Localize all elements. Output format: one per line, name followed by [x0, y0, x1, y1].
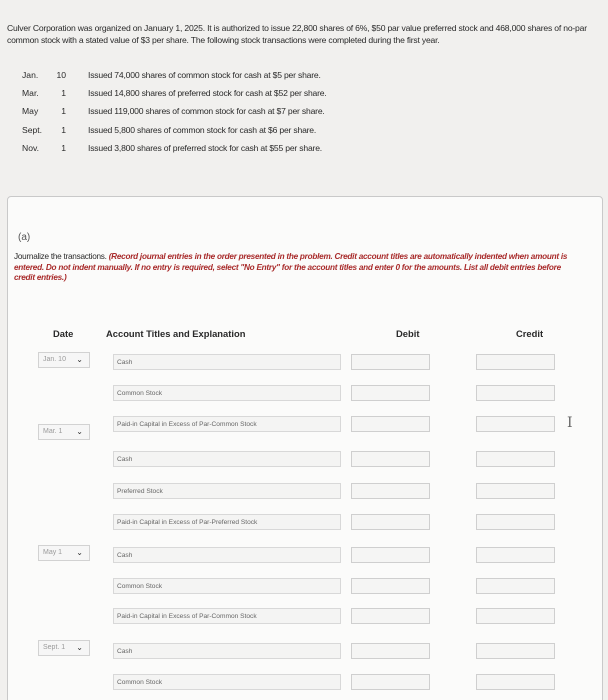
chevron-down-icon: ⌄: [76, 548, 83, 557]
transaction-day: 1: [61, 124, 66, 135]
date-select-value: Mar. 1: [43, 428, 63, 435]
transaction-month: Sept.: [22, 124, 43, 135]
transaction-description: Issued 74,000 shares of common stock for cash at $5 per share.: [88, 70, 321, 80]
debit-column-header: Debit: [396, 328, 420, 339]
transaction-month: Nov.: [22, 142, 40, 153]
transaction-month: Mar.: [22, 88, 39, 99]
credit-input[interactable]: [476, 547, 555, 563]
date-select-sept-1[interactable]: [38, 640, 90, 656]
chevron-down-icon: ⌄: [76, 427, 83, 436]
transaction-description: Issued 14,800 shares of preferred stock for cash at $52 per share.: [88, 88, 327, 99]
debit-input[interactable]: [351, 514, 430, 530]
transaction-day: 1: [61, 88, 66, 99]
transaction-description: Issued 3,800 shares of preferred stock for cash at $55 per share.: [88, 142, 322, 153]
debit-input[interactable]: [351, 483, 430, 499]
debit-input[interactable]: [351, 608, 430, 624]
account-input[interactable]: Preferred Stock: [113, 483, 341, 499]
debit-input[interactable]: [351, 416, 430, 432]
transaction-description: Issued 5,800 shares of common stock for cash at $6 per share.: [88, 124, 317, 135]
transaction-day: 1: [61, 142, 66, 153]
credit-input[interactable]: [476, 354, 555, 370]
account-input[interactable]: Cash: [113, 354, 341, 370]
debit-input[interactable]: [351, 354, 430, 370]
transaction-description: Issued 119,000 shares of common stock for cash at $7 per share.: [88, 106, 325, 117]
account-input[interactable]: Paid-in Capital in Excess of Par-Common Stock: [113, 416, 341, 432]
date-select-value: May 1: [43, 549, 63, 556]
text-cursor-icon: I: [567, 415, 573, 431]
instructions-note: (Record journal entries in the order presented in the problem. Credit account titles are automatically indented when amount is entered. Do not indent manually. If no entry is required, select "No Entry" for the account titles and enter 0 for the amounts. List all debit entries before credit entries.): [14, 252, 568, 282]
credit-column-header: Credit: [516, 328, 544, 339]
credit-input[interactable]: [476, 514, 555, 530]
account-input[interactable]: Common Stock: [113, 385, 341, 401]
chevron-down-icon: ⌄: [76, 355, 83, 364]
date-select-mar-1[interactable]: [38, 424, 90, 440]
date-select-jan-10[interactable]: [38, 352, 90, 368]
date-column-header: Date: [53, 328, 74, 339]
account-input[interactable]: Paid-in Capital in Excess of Par-Common Stock: [113, 608, 341, 624]
credit-input[interactable]: [476, 674, 555, 690]
account-column-header: Account Titles and Explanation: [106, 328, 246, 339]
credit-input[interactable]: [476, 608, 555, 624]
credit-input[interactable]: [476, 416, 555, 432]
account-input[interactable]: Cash: [113, 643, 341, 659]
date-select-value: Jan. 10: [43, 356, 66, 363]
date-select-may-1[interactable]: [38, 545, 90, 561]
instructions: [14, 252, 574, 284]
chevron-down-icon: ⌄: [76, 643, 83, 652]
account-input[interactable]: Common Stock: [113, 674, 341, 690]
part-label: (a): [18, 232, 31, 243]
date-select-value: Sept. 1: [43, 644, 66, 651]
debit-input[interactable]: [351, 451, 430, 467]
debit-input[interactable]: [351, 578, 430, 594]
account-input[interactable]: Cash: [113, 451, 341, 467]
credit-input[interactable]: [476, 578, 555, 594]
transaction-month: May: [22, 106, 39, 117]
account-input[interactable]: Cash: [113, 547, 341, 563]
credit-input[interactable]: [476, 451, 555, 467]
debit-input[interactable]: [351, 385, 430, 401]
credit-input[interactable]: [476, 385, 555, 401]
transaction-day: 10: [56, 70, 66, 80]
debit-input[interactable]: [351, 643, 430, 659]
credit-input[interactable]: [476, 483, 555, 499]
account-input[interactable]: Common Stock: [113, 578, 341, 594]
transaction-month: Jan.: [22, 70, 39, 80]
transaction-day: 1: [61, 106, 66, 117]
problem-intro: Culver Corporation was organized on January 1, 2025. It is authorized to issue 22,800 shares of 6%, $50 par value preferred stock and 468,000 shares of no-par common stock with a stated value of $3 per share. The following stock transactions were completed during the first year.: [7, 23, 587, 45]
debit-input[interactable]: [351, 674, 430, 690]
account-input[interactable]: Paid-in Capital in Excess of Par-Preferred Stock: [113, 514, 341, 530]
credit-input[interactable]: [476, 643, 555, 659]
debit-input[interactable]: [351, 547, 430, 563]
instructions-lead: Journalize the transactions.: [14, 252, 107, 261]
